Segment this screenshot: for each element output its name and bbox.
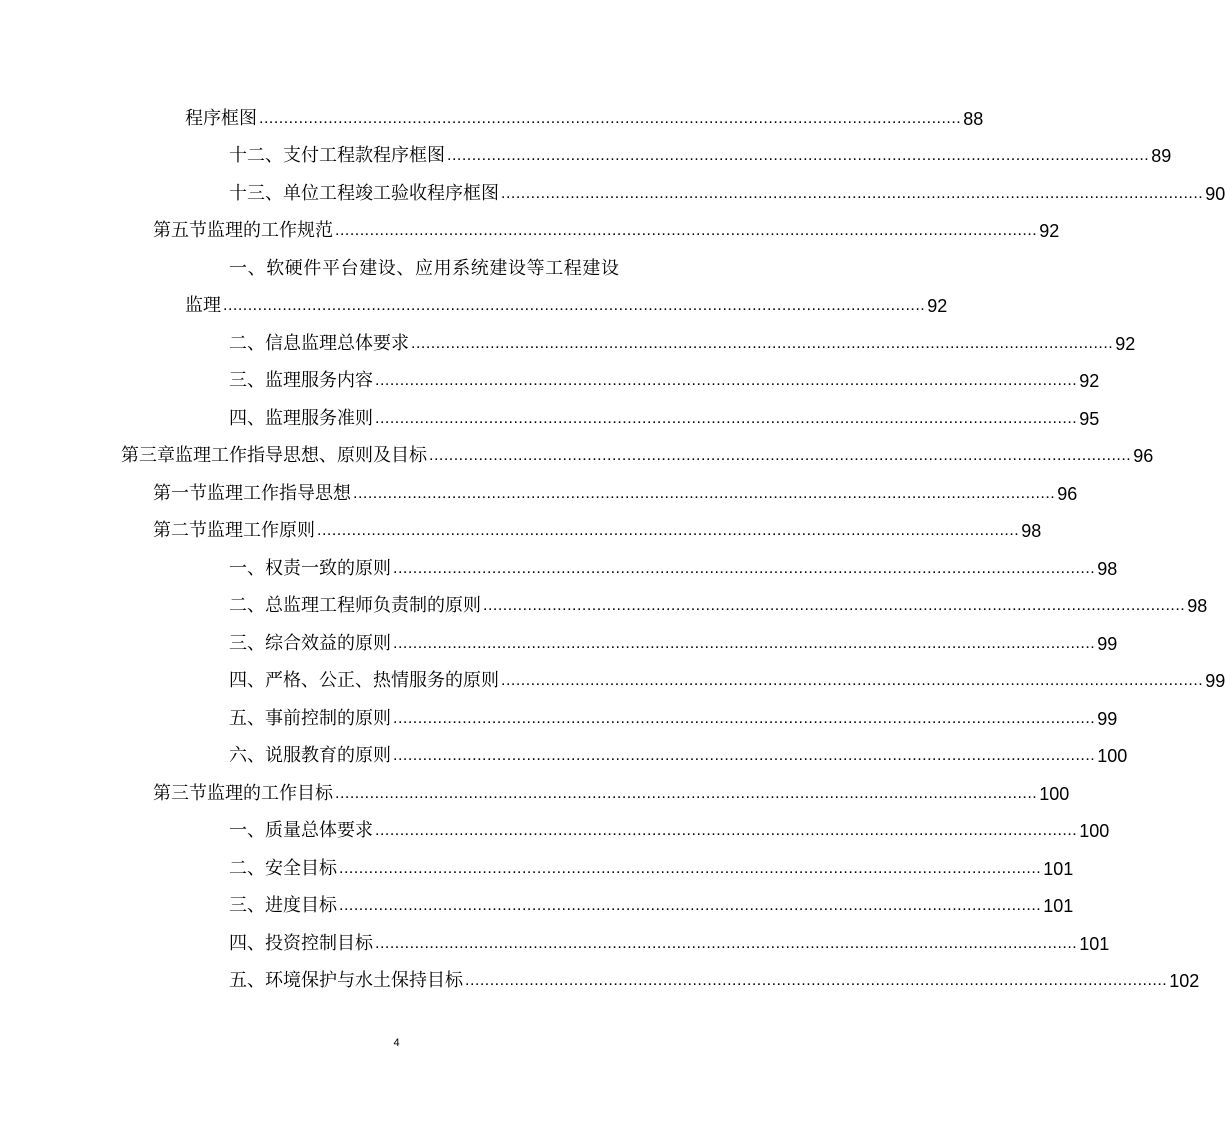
toc-entry[interactable]: [229, 363, 1100, 393]
toc-entry[interactable]: [229, 176, 1225, 206]
toc-entry-title: 三、监理服务内容: [229, 370, 373, 391]
toc-entry-title: 单位工程竣工验收程序框图: [283, 183, 499, 204]
page-number: 4: [393, 1037, 400, 1049]
toc-entry-number: 六、: [229, 745, 265, 766]
toc-entry-title: 综合效益的原则: [265, 633, 391, 654]
toc-entry-page: 102: [1169, 971, 1200, 991]
toc-leader-dots: ..............................................................................................................................................: [335, 785, 1038, 802]
toc-entry-page: 96: [1133, 446, 1154, 466]
toc-leader-dots: ..............................................................................................................................................: [317, 522, 1020, 539]
toc-entry-number: 四、: [229, 670, 265, 691]
toc-entry-page: 92: [1079, 371, 1100, 391]
toc-entry[interactable]: [153, 776, 1070, 806]
toc-entry-page: 101: [1043, 859, 1074, 879]
toc-entry-title: 严格、公正、热情服务的原则: [265, 670, 499, 691]
toc-entry-title: 监理工作指导思想、原则及目标: [175, 445, 427, 466]
toc-entry[interactable]: [153, 513, 1042, 543]
toc-leader-dots: ..............................................................................................................................................: [501, 672, 1204, 689]
toc-leader-dots: ..............................................................................................................................................: [375, 372, 1078, 389]
toc-entry-page: 95: [1079, 409, 1100, 429]
toc-entry-page: 100: [1079, 821, 1110, 841]
toc-entry[interactable]: [153, 476, 1078, 506]
toc-leader-dots: ..............................................................................................................................................: [447, 147, 1150, 164]
toc-entry[interactable]: [185, 101, 984, 131]
toc-entry-title: 四、监理服务准则: [229, 408, 373, 429]
toc-entry-title: 监理的工作目标: [207, 783, 333, 804]
toc-entry[interactable]: [229, 851, 1074, 881]
toc-entry[interactable]: [229, 138, 1172, 168]
toc-entry-title: 一、质量总体要求: [229, 820, 373, 841]
toc-entry-title: 监理工作指导思想: [207, 483, 351, 504]
toc-entry[interactable]: [229, 551, 1118, 581]
toc-entry[interactable]: [229, 813, 1110, 843]
toc-leader-dots: ..............................................................................................................................................: [429, 447, 1132, 464]
toc-entry-number: 一、: [229, 558, 265, 579]
toc-entry-number: 十三、: [229, 183, 283, 204]
toc-entry-title: 二、信息监理总体要求: [229, 333, 409, 354]
toc-entry[interactable]: [229, 963, 1200, 993]
toc-entry-title: 五、环境保护与水土保持目标: [229, 970, 463, 991]
toc-entry-page: 90: [1205, 184, 1225, 204]
toc-entry-number: 第五节: [153, 220, 207, 241]
toc-entry[interactable]: [229, 326, 1136, 356]
toc-entry-number: 五、: [229, 708, 265, 729]
toc-leader-dots: ..............................................................................................................................................: [259, 110, 962, 127]
toc-entry-page: 100: [1039, 784, 1070, 804]
toc-entry-page: 99: [1097, 709, 1118, 729]
toc-entry-title: 监理: [185, 295, 221, 316]
toc-entry[interactable]: [121, 438, 1154, 468]
toc-entry-page: 98: [1021, 521, 1042, 541]
toc-entry-title: 监理的工作规范: [207, 220, 333, 241]
toc-entry-number: 十二、: [229, 145, 283, 166]
toc-entry-number: 二、: [229, 595, 265, 616]
toc-entry[interactable]: [229, 926, 1110, 956]
toc-leader-dots: ..............................................................................................................................................: [375, 410, 1078, 427]
toc-leader-dots: ..............................................................................................................................................: [353, 485, 1056, 502]
toc-entry[interactable]: [229, 588, 1208, 618]
toc-entry[interactable]: [229, 888, 1074, 918]
toc-leader-dots: ..............................................................................................................................................: [223, 297, 926, 314]
toc-entry-title: 二、安全目标: [229, 858, 337, 879]
toc-leader-dots: ..............................................................................................................................................: [501, 185, 1204, 202]
toc-entry[interactable]: [153, 213, 1060, 243]
toc-entry-title: 四、投资控制目标: [229, 933, 373, 954]
toc-entry-page: 88: [963, 109, 984, 129]
toc-entry-page: 89: [1151, 146, 1172, 166]
toc-entry-number: 第三章: [121, 445, 175, 466]
toc-entry-number: 第一节: [153, 483, 207, 504]
toc-entry[interactable]: [229, 663, 1225, 693]
toc-leader-dots: ..............................................................................................................................................: [483, 597, 1186, 614]
toc-entry[interactable]: [185, 288, 948, 318]
toc-entry-page: 99: [1205, 671, 1225, 691]
toc-leader-dots: ..............................................................................................................................................: [375, 935, 1078, 952]
toc-entry[interactable]: [229, 738, 1128, 768]
toc-leader-dots: ..............................................................................................................................................: [335, 222, 1038, 239]
toc-entry-number: 三、: [229, 633, 265, 654]
toc-entry-title: 三、进度目标: [229, 895, 337, 916]
toc-entry-title: 说服教育的原则: [265, 745, 391, 766]
toc-entry-number: 第三节: [153, 783, 207, 804]
toc-entry-title: 支付工程款程序框图: [283, 145, 445, 166]
toc-entry-page: 92: [927, 296, 948, 316]
toc-leader-dots: ..............................................................................................................................................: [393, 710, 1096, 727]
toc-entry-title: 程序框图: [185, 108, 257, 129]
toc-entry-page: 99: [1097, 634, 1118, 654]
toc-leader-dots: ..............................................................................................................................................: [411, 335, 1114, 352]
toc-entry-title: 权责一致的原则: [265, 558, 391, 579]
toc-entry-title: 总监理工程师负责制的原则: [265, 595, 481, 616]
toc-entry-title: 一、软硬件平台建设、应用系统建设等工程建设: [229, 258, 620, 279]
toc-leader-dots: ..............................................................................................................................................: [339, 860, 1042, 877]
toc-leader-dots: ..............................................................................................................................................: [393, 635, 1096, 652]
toc-leader-dots: ..............................................................................................................................................: [339, 897, 1042, 914]
toc-entry[interactable]: [229, 251, 672, 281]
toc-leader-dots: ..............................................................................................................................................: [393, 560, 1096, 577]
toc-entry-page: 101: [1079, 934, 1110, 954]
toc-entry-page: 96: [1057, 484, 1078, 504]
toc-entry-title: 监理工作原则: [207, 520, 315, 541]
toc-entry-page: 101: [1043, 896, 1074, 916]
toc-leader-dots: ..............................................................................................................................................: [375, 822, 1078, 839]
toc-entry-page: 92: [1115, 334, 1136, 354]
toc-entry[interactable]: [229, 701, 1118, 731]
toc-entry[interactable]: [229, 401, 1100, 431]
toc-entry-page: 92: [1039, 221, 1060, 241]
toc-entry-number: 第二节: [153, 520, 207, 541]
toc-entry-page: 100: [1097, 746, 1128, 766]
toc-leader-dots: ..............................................................................................................................................: [393, 747, 1096, 764]
toc-entry-page: 98: [1097, 559, 1118, 579]
toc-entry-page: 98: [1187, 596, 1208, 616]
toc-entry-title: 事前控制的原则: [265, 708, 391, 729]
toc-entry[interactable]: [229, 626, 1118, 656]
toc-leader-dots: ..............................................................................................................................................: [465, 972, 1168, 989]
